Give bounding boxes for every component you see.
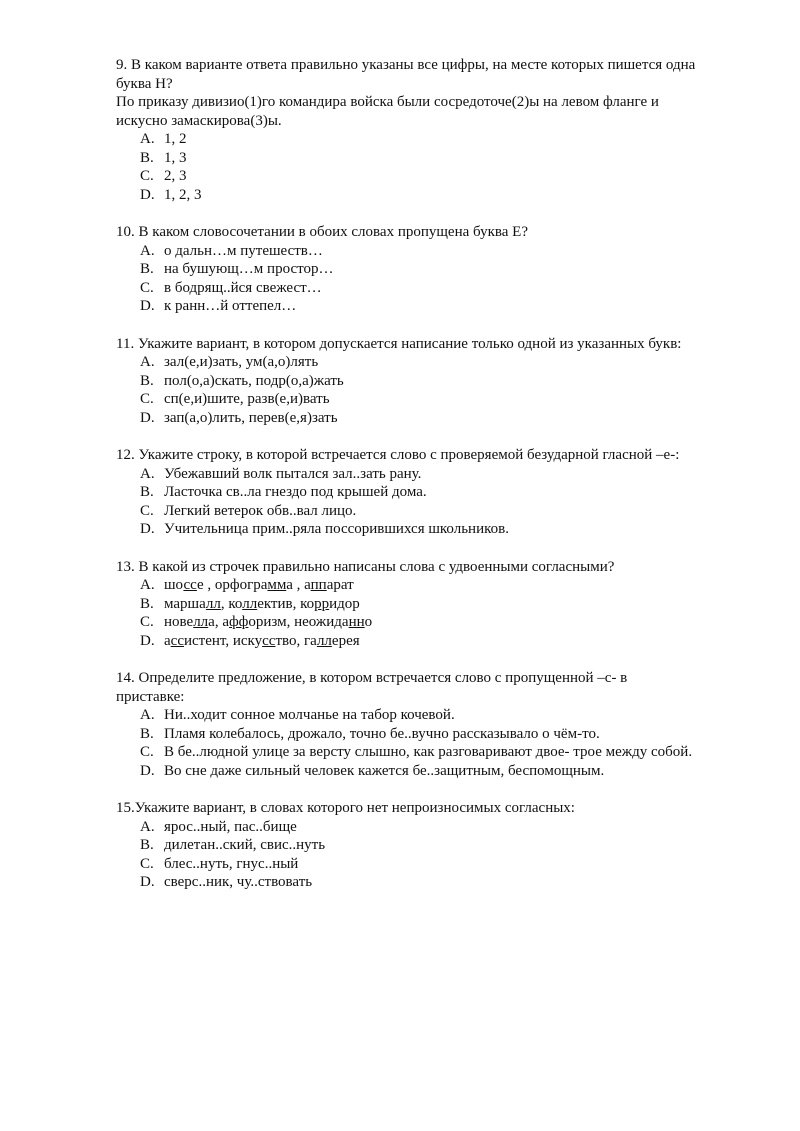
text-fragment: а	[164, 632, 171, 649]
text-fragment: истент, иску	[184, 632, 263, 649]
option-text: Ласточка св..ла гнездо под крышей дома.	[164, 484, 427, 500]
text-fragment: нове	[164, 614, 194, 630]
answer-option	[116, 390, 756, 409]
option-text: Убежавший волк пытался зал..зать рану.	[164, 465, 422, 482]
option-text: 1, 2	[164, 131, 187, 147]
option-letter: B.	[140, 837, 154, 853]
option-text: ярос..ный, пас..бище	[164, 818, 297, 835]
answer-options	[116, 576, 756, 650]
answer-option	[116, 725, 756, 744]
answer-option	[116, 372, 756, 391]
text-fragment: марша	[164, 595, 206, 612]
option-letter: D.	[140, 521, 155, 537]
underlined-letters: сс	[183, 577, 197, 593]
option-text: В бе..людной улице за версту слышно, как разговаривают двое- трое между собой.	[164, 744, 693, 760]
option-letter: C.	[140, 744, 154, 760]
option-text: на бушующ…м простор…	[164, 261, 334, 277]
option-letter: A.	[140, 354, 155, 370]
option-text: зап(а,о)лить, перев(е,я)зать	[164, 409, 338, 426]
answer-option	[116, 167, 756, 186]
option-text: о дальн…м путешеств…	[164, 242, 323, 259]
underlined-letters: лл	[193, 614, 209, 630]
answer-option	[116, 613, 756, 632]
option-letter: B.	[140, 595, 154, 612]
answer-options	[116, 242, 756, 316]
answer-options	[116, 465, 756, 539]
option-letter: D.	[140, 632, 155, 649]
answer-option	[116, 279, 756, 298]
option-text: сверс..ник, чу..ствовать	[164, 874, 313, 890]
option-letter: B.	[140, 372, 154, 389]
question-stem-line: 11. Укажите вариант, в котором допускается написание только одной из указанных букв:	[116, 335, 682, 352]
option-text: зал(е,и)зать, ум(а,о)лять	[164, 354, 319, 370]
option-text: 2, 3	[164, 168, 187, 184]
text-fragment: о	[364, 614, 373, 630]
text-fragment: е , орфогра	[196, 577, 268, 593]
answer-options	[116, 353, 756, 427]
answer-option	[116, 818, 756, 837]
option-text	[164, 613, 372, 632]
answer-option	[116, 520, 756, 539]
question-14	[116, 669, 756, 780]
option-letter: B.	[140, 149, 154, 166]
text-fragment: тво, га	[275, 632, 317, 649]
answer-option	[116, 873, 756, 892]
option-text: в бодрящ..йся свежест…	[164, 279, 322, 296]
answer-option	[116, 353, 756, 372]
text-fragment: а, а	[208, 614, 229, 630]
option-letter: C.	[140, 614, 154, 630]
answer-option	[116, 465, 756, 484]
option-text: к ранн…й оттепел…	[164, 298, 297, 314]
option-letter: A.	[140, 131, 155, 147]
answer-option	[116, 186, 756, 205]
answer-option	[116, 260, 756, 279]
option-text: пол(о,а)скать, подр(о,а)жать	[164, 372, 344, 389]
option-text: блес..нуть, гнус..ный	[164, 855, 299, 872]
answer-option	[116, 576, 756, 595]
option-letter: D.	[140, 298, 155, 314]
option-letter: A.	[140, 818, 155, 835]
question-stem-line: 13. В какой из строчек правильно написаны слова с удвоенными согласными?	[116, 558, 615, 575]
answer-option	[116, 762, 756, 781]
underlined-letters: фф	[229, 614, 249, 630]
underlined-letters: сс	[170, 632, 184, 649]
option-letter: C.	[140, 168, 154, 184]
option-letter: D.	[140, 186, 155, 203]
option-text: Легкий ветерок обв..вал лицо.	[164, 502, 357, 519]
answer-option	[116, 502, 756, 521]
text-fragment: ерея	[331, 632, 360, 649]
question-stem-line: 15.Укажите вариант, в словах которого нет непроизносимых согласных:	[116, 800, 575, 816]
option-letter: D.	[140, 874, 155, 890]
option-letter: C.	[140, 279, 154, 296]
underlined-letters: лл	[205, 595, 221, 612]
option-letter: C.	[140, 502, 154, 519]
text-fragment: , ко	[220, 595, 243, 612]
question-stem-line: 10. В каком словосочетании в обоих словах пропущена буква Е?	[116, 224, 528, 240]
answer-option	[116, 743, 756, 762]
option-letter: A.	[140, 707, 155, 723]
option-text: 1, 3	[164, 149, 187, 166]
option-letter: D.	[140, 409, 155, 426]
text-fragment: ектив, ко	[257, 595, 315, 612]
answer-option	[116, 483, 756, 502]
answer-option	[116, 149, 756, 168]
option-letter: D.	[140, 762, 155, 779]
option-text: Во сне даже сильный человек кажется бе..защитным, беспомощным.	[164, 762, 605, 779]
underlined-letters: лл	[316, 632, 332, 649]
option-text	[164, 595, 360, 614]
question-stem-line: 9. В каком варианте ответа правильно указаны все цифры, на месте которых пишется одна	[116, 57, 696, 73]
text-fragment: шо	[164, 577, 184, 593]
option-text: 1, 2, 3	[164, 186, 202, 203]
answer-option	[116, 855, 756, 874]
question-stem-line: приставке:	[116, 688, 185, 705]
answer-option	[116, 706, 756, 725]
answer-option	[116, 409, 756, 428]
text-fragment: арат	[326, 577, 354, 593]
answer-option	[116, 595, 756, 614]
question-stem-line: По приказу дивизио(1)го командира войска были сосредоточе(2)ы на левом фланге и	[116, 94, 659, 110]
option-text: дилетан..ский, свис..нуть	[164, 837, 326, 853]
answer-option	[116, 130, 756, 149]
option-letter: C.	[140, 855, 154, 872]
question-stem-line: буква Н?	[116, 75, 173, 92]
test-page	[116, 56, 756, 892]
option-letter: C.	[140, 391, 154, 407]
question-stem-line: искусно замаскирова(3)ы.	[116, 112, 282, 129]
question-9	[116, 56, 756, 204]
text-fragment: идор	[329, 595, 360, 612]
option-text: сп(е,и)шите, разв(е,и)вать	[164, 391, 330, 407]
underlined-letters: рр	[314, 595, 330, 612]
answer-options	[116, 706, 756, 780]
question-stem-line: 14. Определите предложение, в котором встречается слово с пропущенной –с- в	[116, 670, 628, 686]
option-letter: B.	[140, 725, 154, 742]
option-letter: A.	[140, 577, 155, 593]
option-text: Учительница прим..ряла поссорившихся школьников.	[164, 521, 509, 537]
question-12	[116, 446, 756, 539]
answer-option	[116, 836, 756, 855]
answer-option	[116, 242, 756, 261]
answer-option	[116, 632, 756, 651]
underlined-letters: мм	[267, 577, 287, 593]
underlined-letters: сс	[262, 632, 276, 649]
underlined-letters: лл	[242, 595, 258, 612]
question-13	[116, 558, 756, 651]
option-letter: B.	[140, 484, 154, 500]
question-10	[116, 223, 756, 316]
question-11	[116, 335, 756, 428]
answer-option	[116, 297, 756, 316]
option-text	[164, 576, 354, 595]
answer-options	[116, 818, 756, 892]
option-text: Пламя колебалось, дрожало, точно бе..вучно рассказывало о чём-то.	[164, 725, 600, 742]
option-letter: A.	[140, 465, 155, 482]
option-text	[164, 632, 360, 651]
text-fragment: а , а	[286, 577, 311, 593]
option-text: Ни..ходит сонное молчанье на табор кочевой.	[164, 707, 455, 723]
underlined-letters: пп	[310, 577, 327, 593]
underlined-letters: нн	[348, 614, 365, 630]
answer-options	[116, 130, 756, 204]
option-letter: A.	[140, 242, 155, 259]
question-stem-line: 12. Укажите строку, в которой встречается слово с проверяемой безударной гласной –е-:	[116, 447, 680, 463]
option-letter: B.	[140, 261, 154, 277]
question-15	[116, 799, 756, 892]
text-fragment: оризм, неожида	[248, 614, 349, 630]
